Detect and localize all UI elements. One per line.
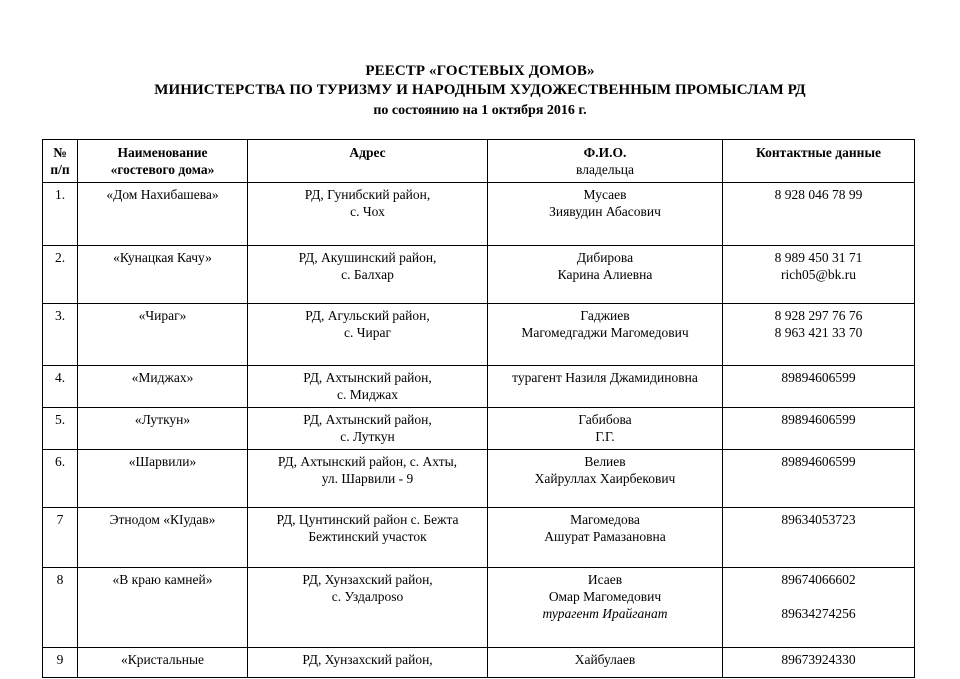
- cell-name: «Чираг»: [78, 304, 248, 366]
- cell-owner-line-1: Дибирова: [576, 250, 634, 265]
- cell-contact-line-2: 8 963 421 33 70: [774, 325, 863, 340]
- cell-owner: [488, 450, 723, 508]
- cell-address-line-1: РД, Ахтынский район, с. Ахты,: [277, 454, 458, 469]
- column-header-name: [78, 140, 248, 183]
- cell-number: 6.: [43, 450, 78, 508]
- cell-contact-line-1: 89894606599: [781, 412, 856, 427]
- column-header-owner-line-2: владельца: [576, 162, 634, 177]
- table-row: [43, 408, 915, 450]
- cell-contact-email: rich05@bk.ru: [780, 267, 857, 282]
- cell-contact-line-2: 89634274256: [781, 606, 856, 621]
- column-header-owner: [488, 140, 723, 183]
- cell-address: [248, 366, 488, 408]
- table-row: [43, 648, 915, 678]
- cell-owner-line-1: Исаев: [587, 572, 623, 587]
- cell-address-line-1: РД, Хунзахский район,: [302, 652, 433, 667]
- cell-address-line-1: РД, Цунтинский район с. Бежта: [276, 512, 459, 527]
- cell-contact: [723, 568, 915, 648]
- cell-name: «В краю камней»: [78, 568, 248, 648]
- cell-address-line-1: РД, Ахтынский район,: [303, 370, 432, 385]
- cell-number: 2.: [43, 246, 78, 304]
- table-row: [43, 508, 915, 568]
- cell-contact-line-1: 89634053723: [781, 512, 856, 527]
- cell-address-line-1: РД, Агульский район,: [305, 308, 430, 323]
- column-header-number: [43, 140, 78, 183]
- cell-contact-line-1: 8 928 046 78 99: [774, 187, 863, 202]
- cell-contact-line-1: 89673924330: [781, 652, 856, 667]
- cell-address: [248, 648, 488, 678]
- cell-owner-line-2: Магомедгаджи Магомедович: [521, 325, 689, 340]
- cell-contact-line-1: 89894606599: [781, 370, 856, 385]
- cell-owner-line-2: Ашурат Рамазановна: [544, 529, 666, 544]
- cell-number: 8: [43, 568, 78, 648]
- cell-owner-line-2: Хайруллах Хаирбекович: [534, 471, 676, 486]
- cell-number: 5.: [43, 408, 78, 450]
- cell-contact-line-1: 8 928 297 76 76: [774, 308, 863, 323]
- table-row: [43, 568, 915, 648]
- table-row: [43, 183, 915, 246]
- cell-owner: [488, 408, 723, 450]
- document-title-line-1: РЕЕСТР «ГОСТЕВЫХ ДОМОВ»: [365, 63, 595, 79]
- cell-address-line-2: с. Уздалроso: [331, 589, 404, 604]
- cell-owner-line-1: Мусаев: [583, 187, 627, 202]
- cell-contact-line-1: 8 989 450 31 71: [774, 250, 863, 265]
- column-header-name-line-1: Наименование: [117, 145, 208, 160]
- cell-owner-agent: турагент Ирайганат: [542, 606, 668, 621]
- table-row: [43, 450, 915, 508]
- document-title-block: [0, 62, 960, 120]
- column-header-name-line-2: «гостевого дома»: [110, 162, 215, 177]
- cell-owner-line-1: Габибова: [578, 412, 632, 427]
- cell-address-line-1: РД, Гунибский район,: [304, 187, 431, 202]
- cell-contact: [723, 366, 915, 408]
- cell-owner-line-1: Гаджиев: [580, 308, 630, 323]
- cell-owner: [488, 508, 723, 568]
- cell-address-line-2: с. Чох: [350, 204, 385, 219]
- cell-address-line-2: ул. Шарвили - 9: [321, 471, 414, 486]
- cell-owner: [488, 246, 723, 304]
- cell-contact: [723, 408, 915, 450]
- guest-houses-registry-table: [42, 139, 915, 678]
- cell-address-line-1: РД, Хунзахский район,: [302, 572, 433, 587]
- cell-contact: [723, 246, 915, 304]
- column-header-contact: Контактные данные: [723, 140, 915, 183]
- cell-address-line-2: с. Миджах: [337, 387, 398, 402]
- cell-address-line-2: Бежтинский участок: [308, 529, 427, 544]
- column-header-number-line-2: п/п: [50, 162, 70, 177]
- cell-name: «Кристальные: [78, 648, 248, 678]
- cell-address: [248, 183, 488, 246]
- cell-address: [248, 450, 488, 508]
- cell-owner: [488, 183, 723, 246]
- cell-contact: [723, 450, 915, 508]
- cell-contact-line-1: 89894606599: [781, 454, 856, 469]
- cell-number: 1.: [43, 183, 78, 246]
- cell-address: [248, 568, 488, 648]
- cell-name: «Шарвили»: [78, 450, 248, 508]
- cell-owner-line-1: Велиев: [584, 454, 626, 469]
- cell-name: «Миджах»: [78, 366, 248, 408]
- cell-number: 9: [43, 648, 78, 678]
- document-title-line-2: МИНИСТЕРСТВА ПО ТУРИЗМУ И НАРОДНЫМ ХУДОЖЕСТВЕННЫМ ПРОМЫСЛАМ РД: [154, 82, 806, 98]
- column-header-number-line-1: №: [53, 145, 67, 160]
- cell-owner-line-2: Омар Магомедович: [548, 589, 662, 604]
- cell-address-line-2: с. Чираг: [343, 325, 392, 340]
- table-row: [43, 246, 915, 304]
- column-header-address: Адрес: [248, 140, 488, 183]
- cell-contact: [723, 304, 915, 366]
- document-subtitle-date: по состоянию на 1 октября 2016 г.: [373, 103, 587, 118]
- cell-contact: [723, 183, 915, 246]
- cell-address: [248, 408, 488, 450]
- cell-contact: [723, 648, 915, 678]
- cell-owner-line-1: Хайбулаев: [574, 652, 636, 667]
- cell-name: Этнодом «КIудав»: [78, 508, 248, 568]
- column-header-owner-line-1: Ф.И.О.: [583, 145, 627, 160]
- cell-owner: [488, 648, 723, 678]
- cell-address-line-1: РД, Акушинский район,: [298, 250, 437, 265]
- cell-address: [248, 304, 488, 366]
- table-header-row: [43, 140, 915, 183]
- cell-number: 7: [43, 508, 78, 568]
- cell-contact: [723, 508, 915, 568]
- cell-address-line-2: с. Балхар: [341, 267, 394, 282]
- cell-name: «Дом Нахибашева»: [78, 183, 248, 246]
- cell-owner: [488, 366, 723, 408]
- cell-address: [248, 508, 488, 568]
- cell-name: «Луткун»: [78, 408, 248, 450]
- cell-number: 4.: [43, 366, 78, 408]
- table-body: [43, 183, 915, 678]
- cell-owner-line-1: турагент Назиля Джамидиновна: [512, 370, 698, 385]
- table-row: [43, 304, 915, 366]
- cell-owner-line-2: Г.Г.: [595, 429, 615, 444]
- cell-owner-line-2: Карина Алиевна: [557, 267, 653, 282]
- cell-owner-line-1: Магомедова: [570, 512, 640, 527]
- cell-address-line-1: РД, Ахтынский район,: [303, 412, 432, 427]
- cell-address: [248, 246, 488, 304]
- table-row: [43, 366, 915, 408]
- cell-contact-line-1: 89674066602: [781, 572, 856, 587]
- cell-owner: [488, 568, 723, 648]
- cell-address-line-2: с. Луткун: [340, 429, 395, 444]
- table-header: [43, 140, 915, 183]
- cell-owner-line-2: Зиявудин Абасович: [549, 204, 661, 219]
- cell-number: 3.: [43, 304, 78, 366]
- cell-owner: [488, 304, 723, 366]
- cell-name: «Кунацкая Качу»: [78, 246, 248, 304]
